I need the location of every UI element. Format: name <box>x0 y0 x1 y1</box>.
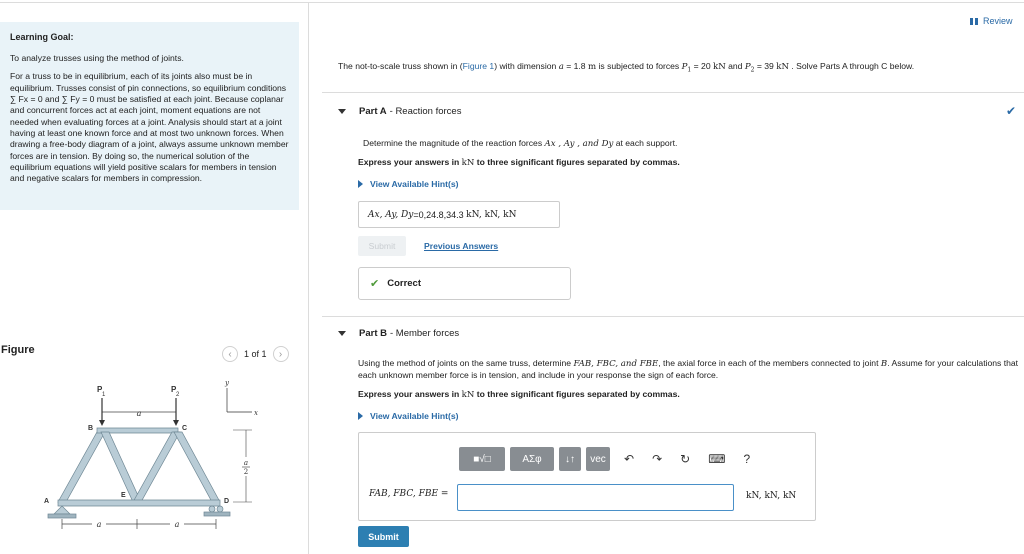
dim-half-num: a <box>243 459 249 467</box>
part-a-instructions: Express your answers in kN to three significant figures separated by commas. <box>358 157 680 168</box>
pin-support-a <box>48 506 76 518</box>
part-a-header[interactable] <box>338 106 461 117</box>
joint-c-label: C <box>182 425 188 432</box>
part-a-answer-display: Ax, Ay, Dy = 0,24.8,34.3 kN, kN, kN <box>358 201 560 228</box>
part-a-label: Part A <box>359 106 387 117</box>
figure-label: Figure <box>1 344 35 356</box>
learning-goal-title: Learning Goal: <box>10 32 74 42</box>
load-p2-label: P <box>171 385 177 394</box>
reset-icon[interactable]: ↻ <box>680 452 691 466</box>
learning-goal-intro: To analyze trusses using the method of joints. <box>10 52 184 63</box>
separator <box>322 316 1024 317</box>
math-toolbar <box>459 447 759 471</box>
answer-units: kN, kN, kN <box>746 491 797 501</box>
separator <box>322 92 1024 93</box>
learning-goal-box <box>0 22 299 210</box>
templates-button[interactable]: ■√□ <box>459 447 505 471</box>
load-p1-sub: 1 <box>102 392 106 398</box>
axis-x-label: x <box>254 409 258 417</box>
review-link[interactable] <box>970 16 1013 26</box>
joint-a-label: A <box>44 498 50 505</box>
greek-symbols-button[interactable]: ΑΣφ <box>510 447 554 471</box>
panel-divider <box>308 2 309 554</box>
collapse-icon <box>338 109 346 114</box>
joint-d-label: D <box>224 498 230 505</box>
dim-a-top: a <box>136 409 142 418</box>
learning-goal-text: For a truss to be in equilibrium, each of its joints also must be in equilibrium. Trusses consist of pin connections, so equilibrium conditions ∑ Fx = 0 and ∑ Fy = 0 must be satisfied at each joint. Because coplanar and concurrent forces act at each joint, moment equations are not needed when evaluating forces at a joint. Analysis should start at a joint having at least one known force and at most two unknown forces. When drawing a free-body diagram of a joint, always assume unknown member forces are in tension. By doing so, the numerical solution of the equilibrium equations will yield positive scalars for members in tension and negative scalars for members in compression. <box>10 71 289 184</box>
dim-half-den: 2 <box>243 468 249 476</box>
part-a-submit-button[interactable]: Submit <box>358 236 406 256</box>
answer-editor <box>358 432 816 521</box>
keyboard-icon[interactable]: ⌨ <box>708 452 726 466</box>
top-border <box>0 2 1024 3</box>
vector-button[interactable]: vec <box>586 447 610 471</box>
load-p2-sub: 2 <box>176 392 180 398</box>
part-b-title: - Member forces <box>389 328 460 339</box>
part-b-hints-link[interactable]: View Available Hint(s) <box>358 411 459 421</box>
roller-support-d <box>204 506 230 516</box>
collapse-icon <box>338 331 346 336</box>
part-b-submit-button[interactable]: Submit <box>358 526 409 547</box>
part-a-hints-link[interactable]: View Available Hint(s) <box>358 179 459 189</box>
truss-figure <box>30 372 275 540</box>
prev-figure-button[interactable]: ‹ <box>222 346 238 362</box>
axis-y-label: y <box>225 379 229 387</box>
part-a-complete-check-icon: ✔ <box>1006 104 1017 118</box>
part-b-instructions: Express your answers in kN to three significant figures separated by commas. <box>358 389 680 400</box>
part-b-question: Using the method of joints on the same truss, determine FAB, FBC, and FBE, the axial force in each of the members connected to joint B. Assume for your calculations that each unknown member force is in tension, and include in your response the sign of each force. <box>358 358 1019 381</box>
answer-input[interactable] <box>457 484 734 511</box>
joint-e-label: E <box>121 492 126 499</box>
review-label: Review <box>983 16 1013 26</box>
correct-feedback: ✔ Correct <box>358 267 571 300</box>
joint-b-label: B <box>88 425 94 432</box>
figure-link[interactable]: Figure 1 <box>462 61 495 71</box>
expand-icon <box>358 180 363 188</box>
review-icon <box>970 18 978 25</box>
checkmark-icon: ✔ <box>370 278 380 290</box>
dim-a-bottom-left: a <box>96 520 102 529</box>
answer-variables-label: FAB, FBC, FBE = <box>369 489 449 499</box>
help-icon[interactable]: ? <box>743 452 751 466</box>
part-a-question: Determine the magnitude of the reaction forces Ax , Ay , and Dy at each support. <box>363 138 678 149</box>
figure-page-count: 1 of 1 <box>244 349 267 359</box>
subscript-superscript-button[interactable]: ↓↑ <box>559 447 581 471</box>
part-b-label: Part B <box>359 328 387 339</box>
next-figure-button[interactable]: › <box>273 346 289 362</box>
dim-a-bottom-right: a <box>174 520 180 529</box>
figure-pager <box>222 346 289 362</box>
part-b-header[interactable] <box>338 328 459 339</box>
previous-answers-link[interactable]: Previous Answers <box>424 241 499 251</box>
expand-icon <box>358 412 363 420</box>
redo-icon[interactable]: ↷ <box>652 452 663 466</box>
part-a-title: - Reaction forces <box>389 106 462 117</box>
problem-intro: The not-to-scale truss shown in (Figure 1) with dimension a = 1.8 m is subjected to forces $P_1 = 20$ kN and $P_2 = 39$ kN . Solve Parts A through C below. <box>338 61 915 74</box>
load-p1-label: P <box>97 385 103 394</box>
undo-icon[interactable]: ↶ <box>624 452 635 466</box>
truss-members <box>58 428 220 506</box>
